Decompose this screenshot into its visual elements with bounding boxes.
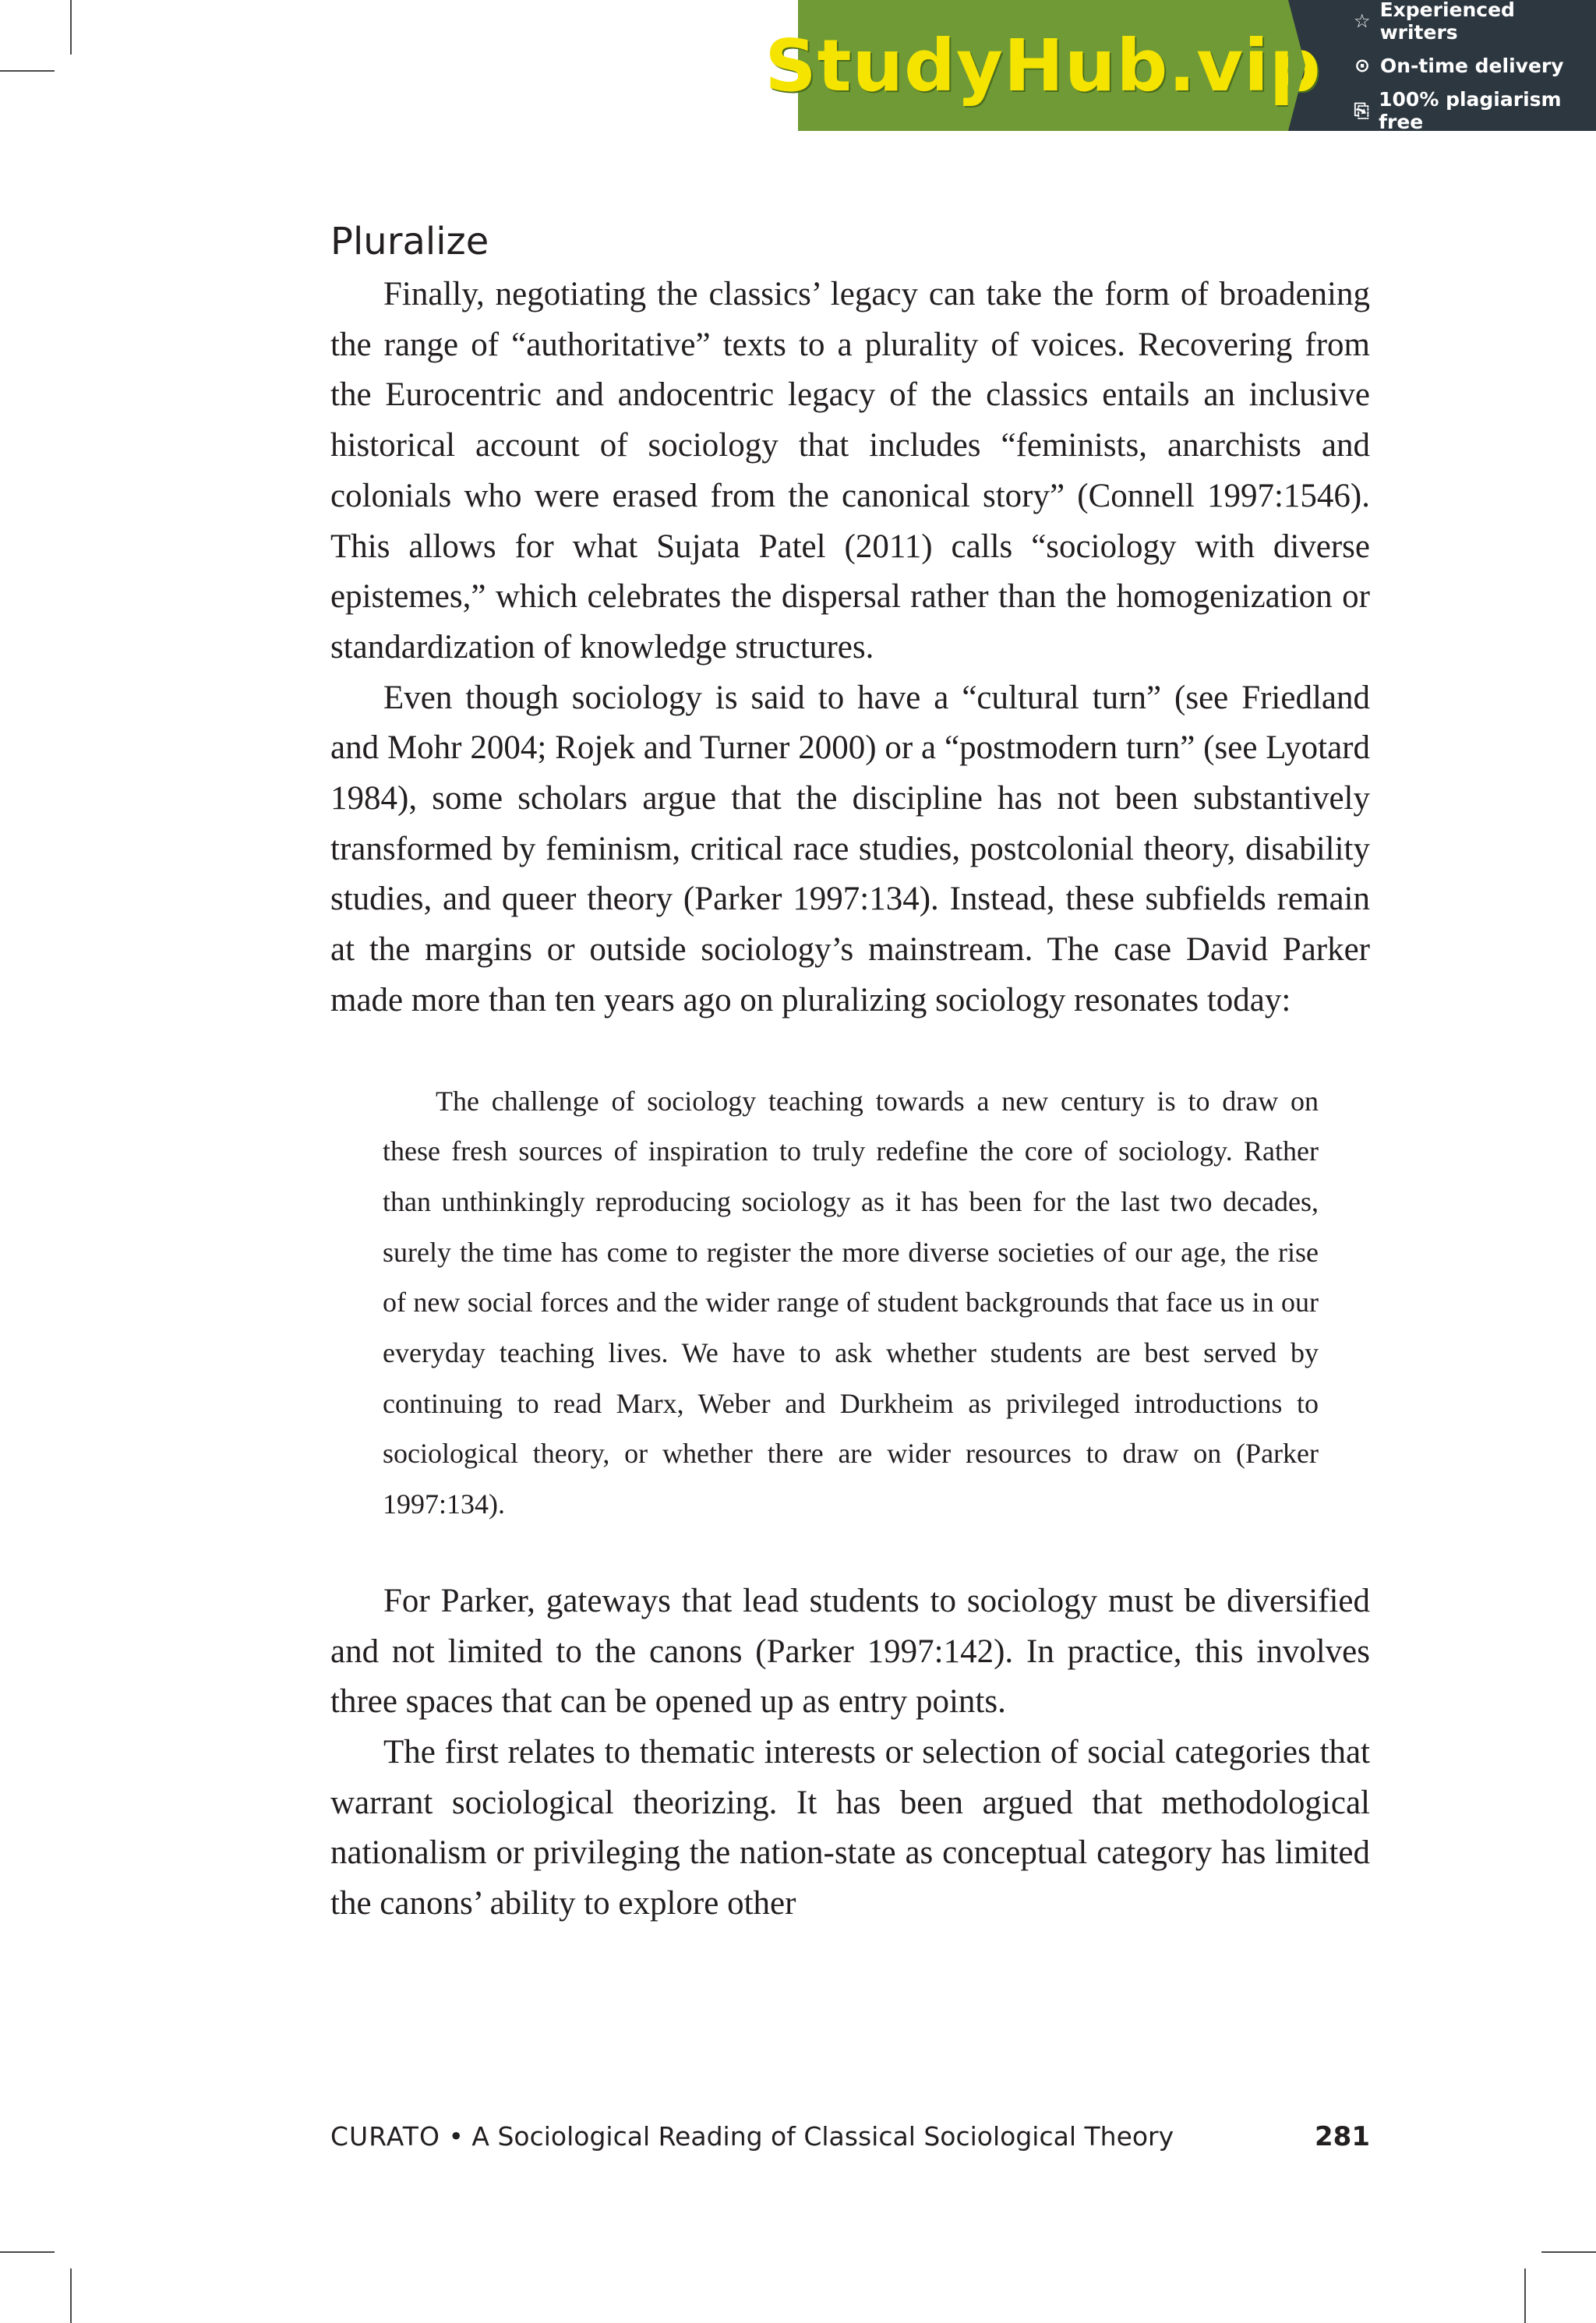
feature-label: Experienced writers [1379,0,1515,44]
page-footer [330,2121,1370,2152]
running-footer [330,2121,1174,2152]
star-icon: ☆ [1354,9,1371,32]
body-paragraph: Even though sociology is said to have a “cultural turn” (see Friedland and Mohr 2004; Rojek and Turner 2000) or a “postmodern turn” (see Lyotard 1984), some scholars argue that the discipline has not been substantively transformed by feminism, critical race studies, postcolonial theory, disability studies, and queer theory (Parker 1997:134). Instead, these subfields remain at the margins or outside sociology’s mainstream. The case David Parker made more than ten years ago on pluralizing sociology resonates today: [330,679,1370,1019]
feature-experienced-writers [1352,0,1596,44]
crop-mark-top-left-horizontal [0,70,55,72]
feature-plagiarism-free [1352,88,1596,133]
crop-mark-bottom-right-vertical [1524,2268,1526,2323]
feature-list [1288,0,1596,131]
body-paragraph: Finally, negotiating the classics’ legacy can take the form of broadening the range of “authoritative” texts to a plurality of voices. Recovering from the Eurocentric and andocentric legacy of the classics entails an inclusive historical account of sociology that includes “feminists, anarchists and colonials who were erased from the canonical story” (Connell 1997:1546). This allows for what Sujata Patel (2011) calls “sociology with diverse epistemes,” which celebrates the dispersal rather than the homogenization or standardization of knowledge structures. [330,276,1370,665]
footer-separator: • [448,2121,464,2152]
crop-mark-bottom-left-vertical [70,2268,72,2323]
crop-mark-top-left-vertical [70,0,72,55]
section-heading: Pluralize [330,220,489,263]
feature-label: 100% plagiarism free [1379,87,1562,133]
brand-logo[interactable] [764,0,1322,131]
crop-mark-bottom-left-horizontal [0,2251,55,2253]
clock-icon: ⊙ [1354,55,1371,76]
page-number: 281 [1315,2121,1370,2152]
crop-mark-bottom-right-horizontal [1541,2251,1596,2253]
feature-on-time-delivery [1352,55,1596,77]
body-paragraph: The first relates to thematic interests or selection of social categories that warrant sociological theorizing. It has been argued that methodological nationalism or privileging the nation-state as conceptual category has limited the canons’ ability to explore other [330,1733,1370,1922]
studyhub-banner[interactable] [764,0,1596,133]
footer-title: A Sociological Reading of Classical Sociological Theory [471,2121,1174,2152]
body-paragraph: For Parker, gateways that lead students to sociology must be diversified and not limited to the canons (Parker 1997:142). In practice, this involves three spaces that can be opened up as entry points. [330,1582,1370,1721]
document-icon: ⎘ [1354,99,1369,122]
brand-name: StudyHub.vip [764,23,1322,108]
page-body [330,217,1370,1929]
footer-author: CURATO [330,2121,440,2152]
feature-label: On-time delivery [1380,54,1564,77]
block-quote: The challenge of sociology teaching towards a new century is to draw on these fresh sources of inspiration to truly redefine the core of sociology. Rather than unthinkingly reproducing sociology as it has been for the last two decades, surely the time has come to register the more diverse societies of our age, the rise of new social forces and the wider range of student backgrounds that face us in our everyday teaching lives. We have to ask whether students are best served by continuing to read Marx, Weber and Durkheim as privileged introductions to sociological theory, or whether there are wider resources to draw on (Parker 1997:134). [383,1085,1319,1520]
